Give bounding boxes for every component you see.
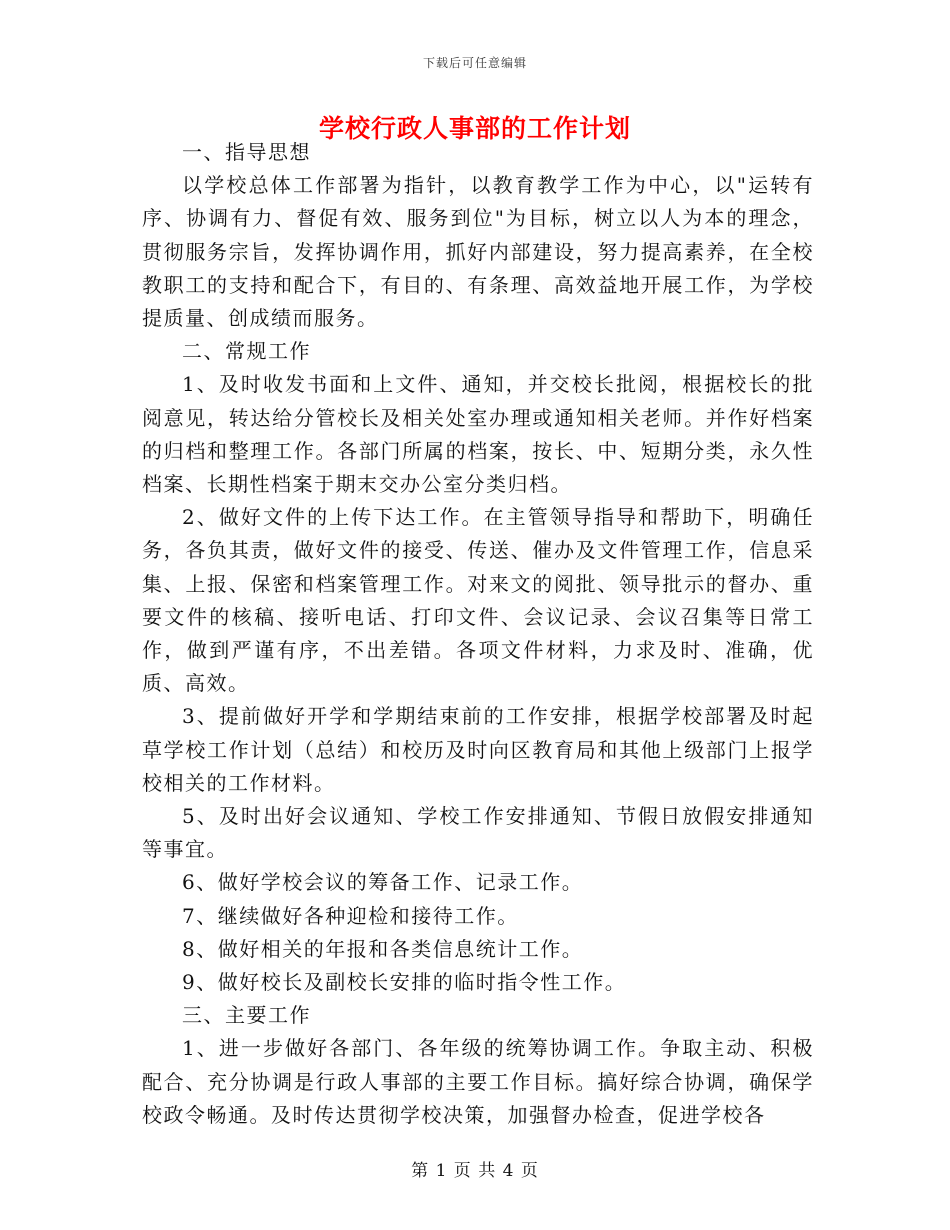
paragraph-routine-7: 7、继续做好各种迎检和接待工作。 xyxy=(182,903,519,928)
heading-routine-work: 二、常规工作 xyxy=(182,339,311,364)
paragraph-routine-6: 6、做好学校会议的筹备工作、记录工作。 xyxy=(182,870,584,895)
paragraph-routine-2: 2、做好文件的上传下达工作。在主管领导指导和帮助下，明确任务，各负其责，做好文件的接受、传送、催办及文件管理工作，信息采集、上报、保密和档案管理工作。对来文的阅批、领导批示的督办、重要文件的核稿、接听电话、打印文件、会议记录、会议召集等日常工作，做到严谨有序，不出差错。各项文件材料，力求及时、准确，优质、高效。 xyxy=(142,505,814,696)
paragraph-routine-9: 9、做好校长及副校长安排的临时指令性工作。 xyxy=(182,970,627,995)
heading-guiding-ideology: 一、指导思想 xyxy=(182,140,311,164)
paragraph-routine-1: 1、及时收发书面和上文件、通知，并交校长批阅，根据校长的批阅意见，转达给分管校长及相关处室办理或通知相关老师。并作好档案的归档和整理工作。各部门所属的档案，按长、中、短期分类，永久性档案、长期性档案于期末交办公室分类归档。 xyxy=(142,372,814,497)
header-note: 下载后可任意编辑 xyxy=(422,56,527,70)
page-number: 第 1 页 共 4 页 xyxy=(411,1161,539,1181)
heading-main-work: 三、主要工作 xyxy=(182,1003,311,1028)
document-title: 学校行政人事部的工作计划 xyxy=(318,114,631,143)
paragraph-guiding-ideology: 以学校总体工作部署为指针，以教育教学工作为中心，以"运转有序、协调有力、督促有效、服务到位"为目标，树立以人为本的理念，贯彻服务宗旨，发挥协调作用，抓好内部建设，努力提高素养，在全校教职工的支持和配合下，有目的、有条理、高效益地开展工作，为学校提质量、创成绩而服务。 xyxy=(142,173,814,331)
paragraph-routine-5: 5、及时出好会议通知、学校工作安排通知、节假日放假安排通知等事宜。 xyxy=(142,804,814,862)
paragraph-routine-8: 8、做好相关的年报和各类信息统计工作。 xyxy=(182,936,584,961)
paragraph-main-1: 1、进一步做好各部门、各年级的统筹协调工作。争取主动、积极配合、充分协调是行政人事部的主要工作目标。搞好综合协调，确保学校政令畅通。及时传达贯彻学校决策，加强督办检查，促进学校各 xyxy=(142,1036,814,1127)
document-body xyxy=(142,136,814,1132)
paragraph-routine-3: 3、提前做好开学和学期结束前的工作安排，根据学校部署及时起草学校工作计划（总结）和校历及时向区教育局和其他上级部门上报学校相关的工作材料。 xyxy=(142,704,814,795)
